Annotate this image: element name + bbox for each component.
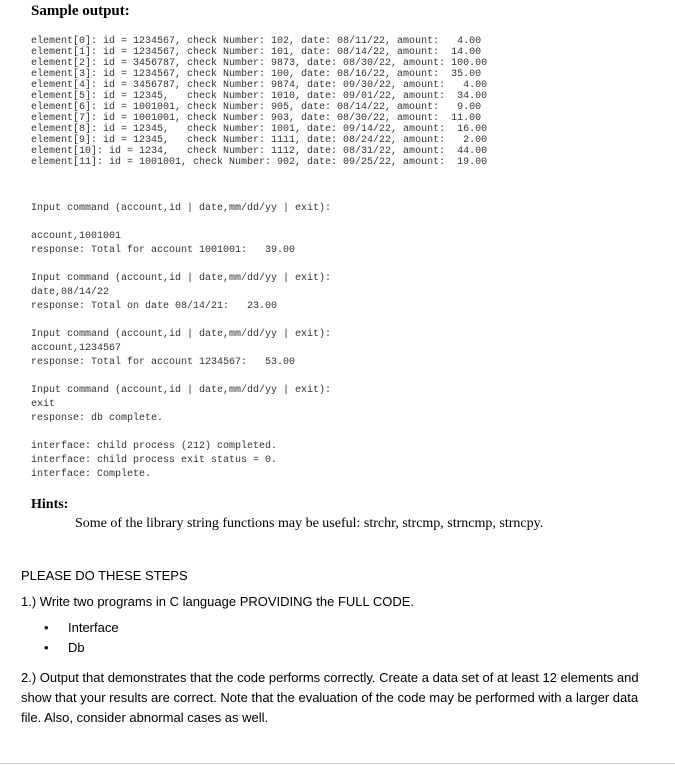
session-line: account,1234567 <box>31 343 122 354</box>
session-line <box>31 370 331 384</box>
session-line: exit <box>31 399 56 410</box>
program-list <box>21 618 651 658</box>
session-line <box>31 314 331 328</box>
session-line: account,1001001 <box>31 231 122 242</box>
session-line <box>31 258 331 272</box>
session-line <box>31 216 331 230</box>
element-line: element[5]: id = 12345, check Number: 1010, date: 09/01/22, amount: 34.00 <box>31 91 488 102</box>
session-line: Input command (account,id | date,mm/dd/yy | exit): <box>31 273 332 284</box>
element-listing <box>31 36 487 168</box>
element-line: element[0]: id = 1234567, check Number: 102, date: 08/11/22, amount: 4.00 <box>31 36 482 47</box>
element-line: element[8]: id = 12345, check Number: 1001, date: 09/14/22, amount: 16.00 <box>31 124 488 135</box>
hints-text: Some of the library string functions may be useful: strchr, strcmp, strncmp, strncpy. <box>75 516 544 531</box>
session-line: Input command (account,id | date,mm/dd/yy | exit): <box>31 329 332 340</box>
element-line: element[6]: id = 1001001, check Number: 905, date: 08/14/22, amount: 9.00 <box>31 102 482 113</box>
session-line: response: Total for account 1001001: 39.00 <box>31 245 296 256</box>
sample-output-heading: Sample output: <box>31 3 130 19</box>
element-line: element[11]: id = 1001001, check Number: 902, date: 09/25/22, amount: 19.00 <box>31 157 488 168</box>
session-line: interface: child process exit status = 0. <box>31 455 278 466</box>
element-line: element[9]: id = 12345, check Number: 1111, date: 08/24/22, amount: 2.00 <box>31 135 488 146</box>
session-line: interface: child process (212) completed. <box>31 441 278 452</box>
session-line <box>31 426 331 440</box>
session-line: interface: Complete. <box>31 469 152 480</box>
element-line: element[4]: id = 3456787, check Number: 9874, date: 09/30/22, amount: 4.00 <box>31 80 488 91</box>
element-line: element[3]: id = 1234567, check Number: 100, date: 08/16/22, amount: 35.00 <box>31 69 482 80</box>
step-2: 2.) Output that demonstrates that the code performs correctly. Create a data set of at least 12 elements and show that your results are correct. Note that the evaluation of the code may be performed with a larger data file. Also, consider abnormal cases as well. <box>21 670 639 725</box>
hints-label: Hints: <box>31 497 69 512</box>
element-line: element[1]: id = 1234567, check Number: 101, date: 08/14/22, amount: 14.00 <box>31 47 482 58</box>
steps-title: PLEASE DO THESE STEPS <box>21 568 188 583</box>
element-line: element[10]: id = 1234, check Number: 1112, date: 08/31/22, amount: 44.00 <box>31 146 488 157</box>
instructions <box>21 566 651 728</box>
program-item-db: • Db <box>21 638 651 658</box>
bottom-divider <box>0 763 675 764</box>
program-item-interface: • Interface <box>21 618 651 638</box>
command-session-log <box>31 202 331 482</box>
session-line: response: Total on date 08/14/21: 23.00 <box>31 301 278 312</box>
element-line: element[2]: id = 3456787, check Number: 9873, date: 08/30/22, amount: 100.00 <box>31 58 488 69</box>
element-line: element[7]: id = 1001001, check Number: 903, date: 08/30/22, amount: 11.00 <box>31 113 482 124</box>
session-line: date,08/14/22 <box>31 287 110 298</box>
step-1: 1.) Write two programs in C language PROVIDING the FULL CODE. <box>21 594 415 609</box>
session-line: Input command (account,id | date,mm/dd/yy | exit): <box>31 203 332 214</box>
session-line: response: db complete. <box>31 413 164 424</box>
session-line: Input command (account,id | date,mm/dd/yy | exit): <box>31 385 332 396</box>
session-line: response: Total for account 1234567: 53.00 <box>31 357 296 368</box>
